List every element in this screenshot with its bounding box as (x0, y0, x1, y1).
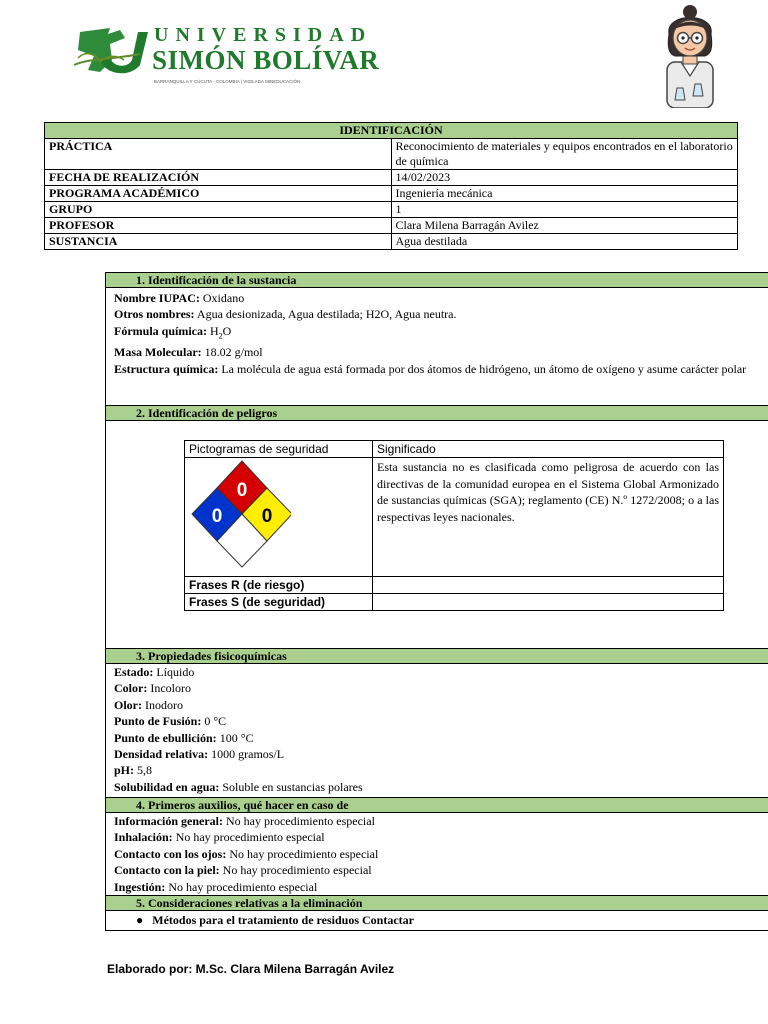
row-value: 1 (391, 202, 738, 218)
section-title: 2. Identificación de peligros (106, 406, 768, 421)
frases-r-label: Frases R (de riesgo) (185, 577, 373, 594)
frases-s-label: Frases S (de seguridad) (185, 594, 373, 611)
table-row (45, 234, 738, 250)
list-item: ● Métodos para el tratamiento de residuos Contactar (136, 913, 414, 927)
row-value: Clara Milena Barragán Avilez (391, 218, 738, 234)
section-title: 5. Consideraciones relativas a la eliminación (106, 896, 768, 911)
list-item: Información general: No hay procedimiento especial (114, 814, 375, 828)
list-item: Color: Incoloro (114, 681, 191, 696)
otros-nombres-line: Otros nombres: Agua desionizada, Agua destilada; H2O, Agua neutra. (114, 307, 457, 322)
frases-r-value (373, 577, 724, 594)
nfpa-reactivity: 0 (261, 506, 273, 527)
iupac-line: Nombre IUPAC: Oxidano (114, 291, 245, 305)
row-key: FECHA DE REALIZACIÓN (45, 170, 392, 186)
row-key: GRUPO (45, 202, 392, 218)
list-item: Contacto con los ojos: No hay procedimiento especial (114, 846, 379, 861)
list-item: Punto de Fusión: 0 °C (114, 714, 227, 729)
table-row (45, 170, 738, 186)
row-value: Reconocimiento de materiales y equipos encontrados en el laboratorio de química (391, 139, 738, 170)
identification-table (44, 122, 738, 250)
row-key: PROGRAMA ACADÉMICO (45, 186, 392, 202)
masa-molecular-line: Masa Molecular: 18.02 g/mol (114, 345, 263, 360)
row-key: PRÁCTICA (45, 139, 392, 170)
nfpa-health: 0 (236, 480, 248, 501)
list-item: Estado: Líquido (114, 665, 195, 679)
row-value: 14/02/2023 (391, 170, 738, 186)
list-item: Densidad relativa: 1000 gramos/L (114, 747, 285, 762)
section-eliminacion (105, 895, 768, 931)
nfpa-flammability: 0 (211, 506, 223, 527)
list-item: Olor: Inodoro (114, 697, 183, 712)
list-item: Contacto con la piel: No hay procedimiento especial (114, 863, 372, 878)
section-title: 1. Identificación de la sustancia (106, 273, 768, 288)
significado-text: Esta sustancia no es clasificada como peligrosa de acuerdo con las directivas de la comunidad europea en el Sistema Global Armonizado de sustancias químicas (SGA); reglamento (CE) N.º 1272/2008; o a las respectivas leyes nacionales. (373, 458, 724, 577)
scientist-avatar (655, 4, 725, 108)
table-row (45, 202, 738, 218)
nfpa-diamond-icon (191, 459, 291, 574)
section-propiedades (105, 648, 768, 798)
logo-line1: UNIVERSIDAD (154, 24, 373, 46)
row-value: Ingeniería mecánica (391, 186, 738, 202)
footer-author: Elaborado por: M.Sc. Clara Milena Barragán Avilez (107, 962, 395, 976)
section-title: 3. Propiedades fisicoquímicas (106, 649, 768, 664)
formula-line: Fórmula química: $H_2O$ (114, 323, 232, 340)
frases-s-value (373, 594, 724, 611)
bullet-icon: ● (136, 913, 144, 927)
logo-line2: SIMÓN BOLÍVAR (152, 45, 380, 75)
list-item: Solubilidad en agua: Soluble en sustancias polares (114, 779, 363, 794)
section-primeros-auxilios (105, 797, 768, 896)
table-row (45, 186, 738, 202)
row-key: PROFESOR (45, 218, 392, 234)
col-header-pictogramas: Pictogramas de seguridad (185, 441, 373, 458)
table-row (45, 218, 738, 234)
identification-header: IDENTIFICACIÓN (45, 123, 738, 139)
section-identificacion-sustancia (105, 272, 768, 406)
row-key: SUSTANCIA (45, 234, 392, 250)
list-item: pH: 5,8 (114, 763, 153, 778)
table-row (45, 139, 738, 170)
section-title: 4. Primeros auxilios, qué hacer en caso de (106, 798, 768, 813)
hazard-table (184, 440, 724, 611)
list-item: Inhalación: No hay procedimiento especial (114, 830, 325, 845)
list-item: Ingestión: No hay procedimiento especial (114, 879, 318, 894)
list-item: Punto de ebullición: 100 °C (114, 730, 254, 745)
nfpa-diamond-cell (185, 458, 373, 577)
university-logo (70, 20, 390, 90)
estructura-line: Estructura química: La molécula de agua está formada por dos átomos de hidrógeno, un átomo de oxígeno y asume carácter polar (114, 361, 747, 376)
logo-tagline: BARRANQUILLA Y CÚCUTA - COLOMBIA | VIGILADA MINEDUCACIÓN (154, 79, 301, 84)
row-value: Agua destilada (391, 234, 738, 250)
col-header-significado: Significado (373, 441, 724, 458)
